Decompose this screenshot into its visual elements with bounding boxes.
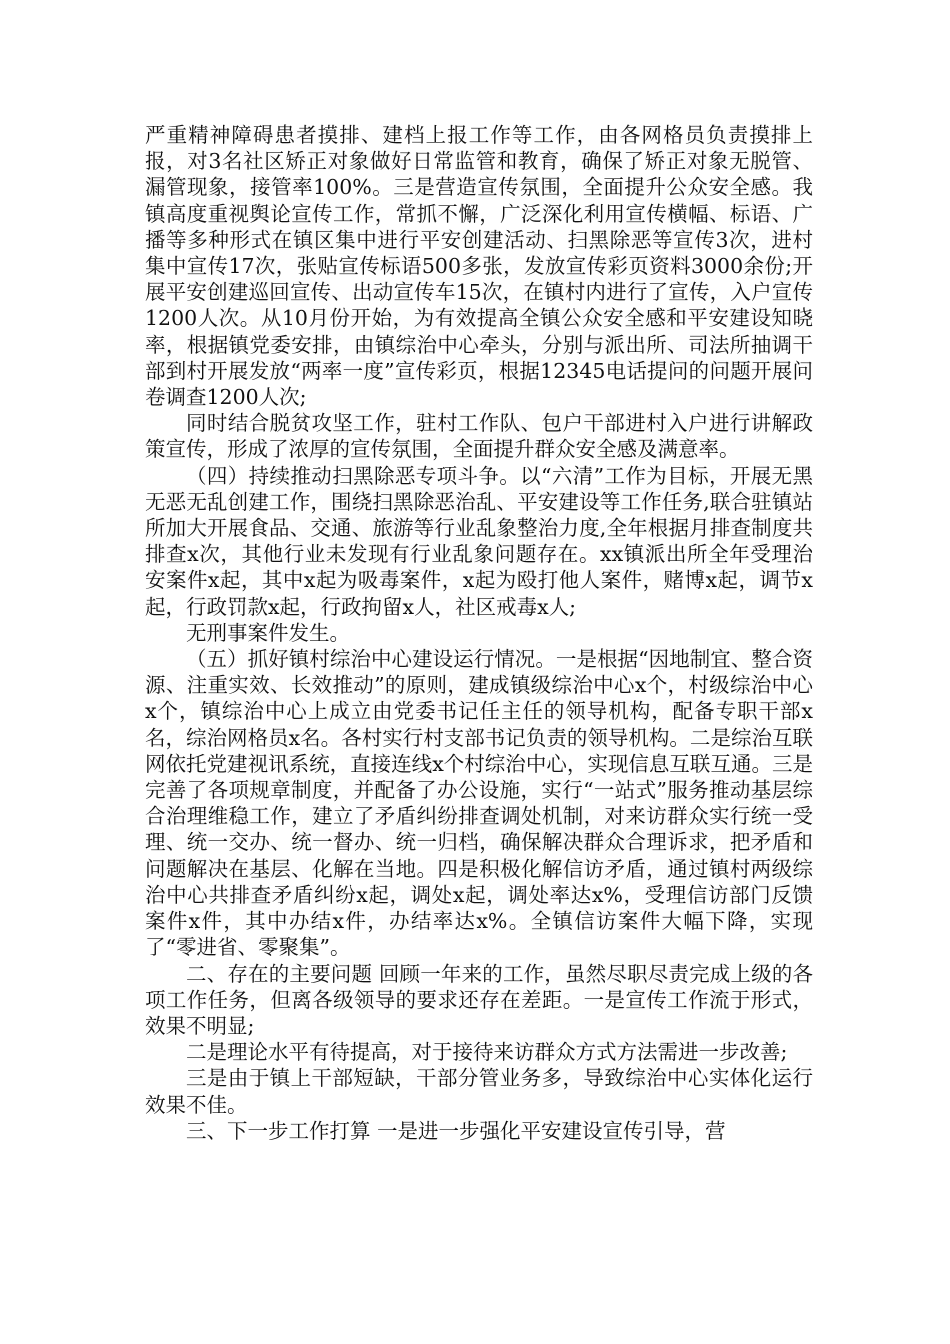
paragraph-1: 严重精神障碍患者摸排、建档上报工作等工作，由各网格员负责摸排上报，对3名社区矫正对象做好日常监管和教育，确保了矫正对象无脱管、漏管现象，接管率100%。三是营造宣传氛围，全面提升公众安全感。我镇高度重视舆论宣传工作，常抓不懈，广泛深化利用宣传横幅、标语、广播等多种形式在镇区集中进行平安创建活动、扫黑除恶等宣传3次，进村集中宣传17次，张贴宣传标语500多张，发放宣传彩页资料3000余份;开展平安创建巡回宣传、出动宣传车15次，在镇村内进行了宣传，入户宣传1200人次。从10月份开始，为有效提高全镇公众安全感和平安建设知晓率，根据镇党委安排，由镇综治中心牵头，分别与派出所、司法所抽调干部到村开展发放“两率一度”宣传彩页，根据12345电话提问的问题开展问卷调查1200人次; — [145, 123, 813, 410]
paragraph-4: 无刑事案件发生。 — [186, 620, 350, 645]
paragraph-2: 同时结合脱贫攻坚工作，驻村工作队、包户干部进村入户进行讲解政策宣传，形成了浓厚的宣传氛围，全面提升群众安全感及满意率。 — [145, 411, 813, 462]
paragraph-7: 二是理论水平有待提高，对于接待来访群众方式方法需进一步改善; — [186, 1040, 788, 1065]
paragraph-6: 二、存在的主要问题 回顾一年来的工作，虽然尽职尽责完成上级的各项工作任务，但离各级领导的要求还存在差距。一是宣传工作流于形式，效果不明显; — [145, 961, 813, 1038]
paragraph-5: （五）抓好镇村综治中心建设运行情况。一是根据“因地制宜、整合资源、注重实效、长效推动”的原则，建成镇级综治中心x个，村级综治中心x个，镇综治中心上成立由党委书记任主任的领导机构，配备专职干部x名，综治网格员x名。各村实行村支部书记负责的领导机构。二是综治互联网依托党建视讯系统，直接连线x个村综治中心，实现信息互联互通。三是完善了各项规章制度，并配备了办公设施，实行“一站式”服务推动基层综合治理维稳工作，建立了矛盾纠纷排查调处机制，对来访群众实行统一受理、统一交办、统一督办、统一归档，确保解决群众合理诉求，把矛盾和问题解决在基层、化解在当地。四是积极化解信访矛盾，通过镇村两级综治中心共排查矛盾纠纷x起，调处x起，调处率达x%，受理信访部门反馈案件x件，其中办结x件，办结率达x%。全镇信访案件大幅下降，实现了“零进省、零聚集”。 — [145, 647, 813, 960]
paragraph-3: （四）持续推动扫黑除恶专项斗争。以“六清”工作为目标，开展无黑无恶无乱创建工作，围绕扫黑除恶治乱、平安建设等工作任务,联合驻镇站所加大开展食品、交通、旅游等行业乱象整治力度,全年根据月排查制度共排查x次，其他行业未发现有行业乱象问题存在。xx镇派出所全年受理治安案件x起，其中x起为吸毒案件，x起为殴打他人案件，赌博x起，调节x起，行政罚款x起，行政拘留x人，社区戒毒x人; — [145, 463, 813, 619]
document-body — [145, 122, 813, 1144]
paragraph-8: 三是由于镇上干部短缺，干部分管业务多，导致综治中心实体化运行效果不佳。 — [145, 1066, 813, 1117]
paragraph-9: 三、下一步工作打算 一是进一步强化平安建设宣传引导，营 — [186, 1118, 726, 1143]
